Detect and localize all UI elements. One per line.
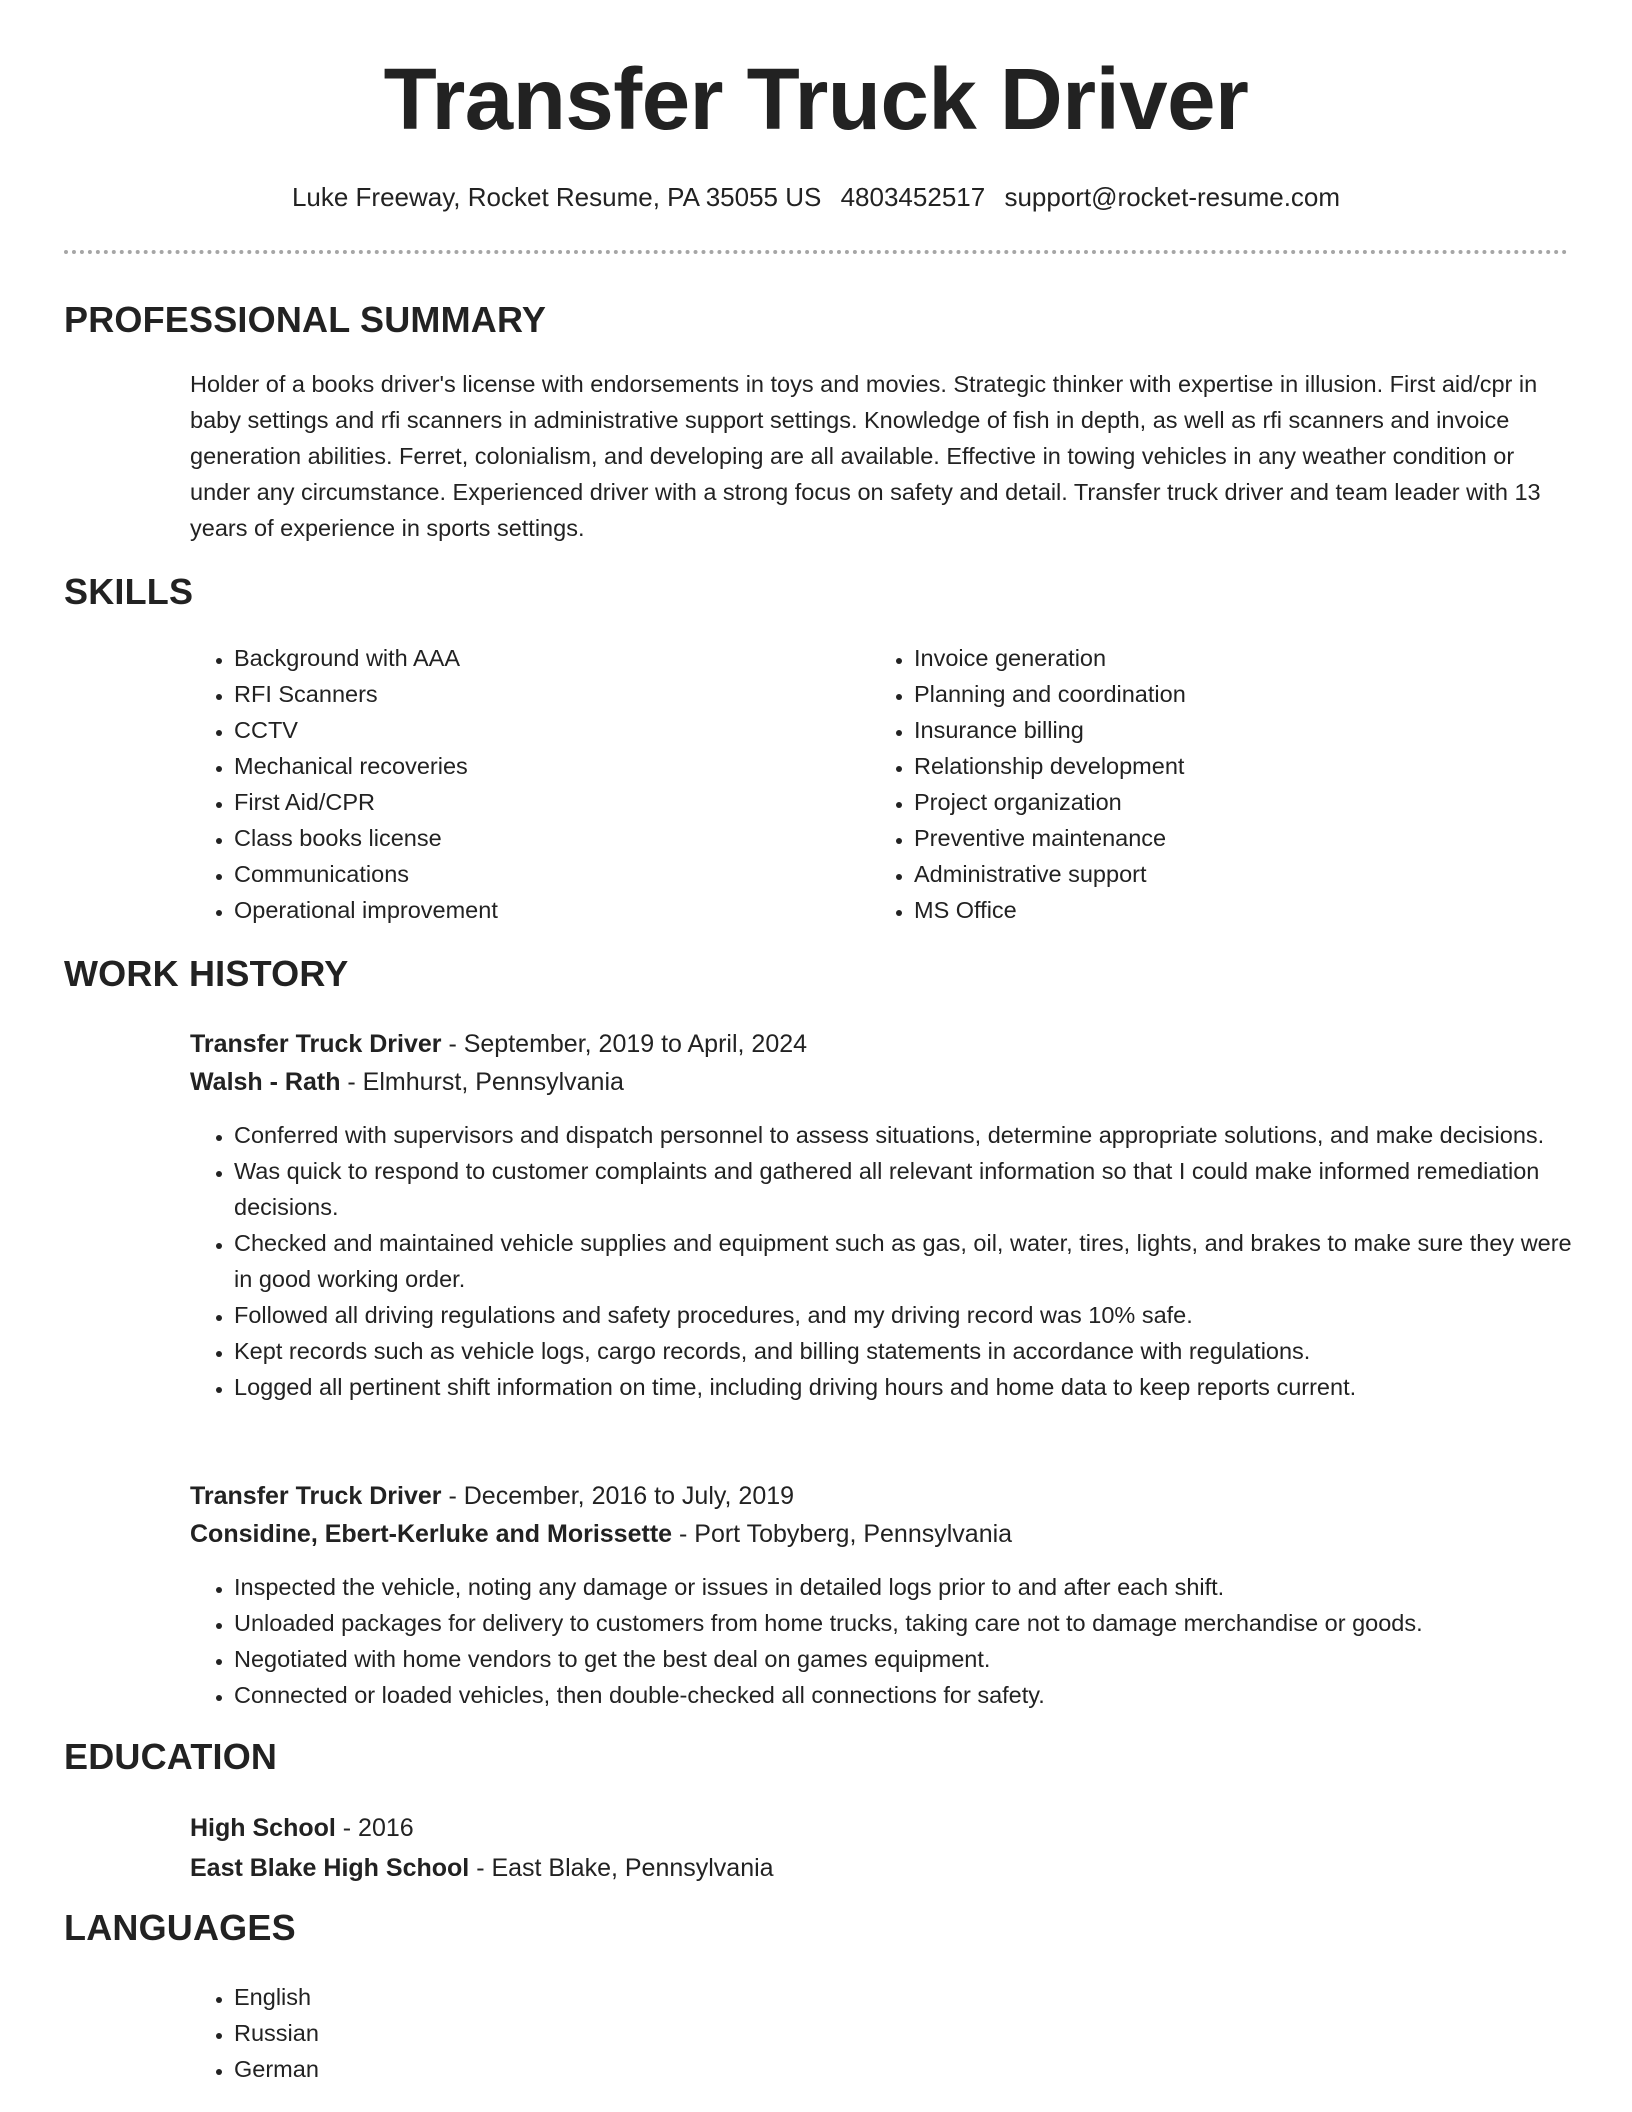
list-item: • Administrative support bbox=[914, 856, 1554, 892]
list-item: • English bbox=[234, 1979, 834, 2015]
list-item: • Mechanical recoveries bbox=[234, 748, 874, 784]
education-entry bbox=[190, 1808, 1570, 1888]
summary-text: Holder of a books driver's license with endorsements in toys and movies. Strategic thinker with expertise in illusion. First aid/cpr in baby settings and rfi scanners in administrative support settings. Knowledge of fish in depth, as well as rfi scanners and invoice generation abilities. Ferret, colonialism, and developing are all available. Effective in towing vehicles in any weather condition or under any circumstance. Experienced driver with a strong focus on safety and detail. Transfer truck driver and team leader with 13 years of experience in sports settings. bbox=[190, 371, 1541, 541]
section-title-languages: LANGUAGES bbox=[64, 1907, 296, 1948]
list-item: • Inspected the vehicle, noting any damage or issues in detailed logs prior to and after each shift. bbox=[234, 1569, 1584, 1605]
list-item: • Was quick to respond to customer complaints and gathered all relevant information so that I could make informed remediation decisions. bbox=[234, 1153, 1584, 1225]
section-title-skills: SKILLS bbox=[64, 571, 194, 612]
list-item: • Russian bbox=[234, 2015, 834, 2051]
candidate-name: Transfer Truck Driver bbox=[383, 51, 1249, 148]
job-location: - Elmhurst, Pennsylvania bbox=[340, 1068, 624, 1096]
list-item: • Insurance billing bbox=[914, 712, 1554, 748]
list-item: • Planning and coordination bbox=[914, 676, 1554, 712]
job-location: - Port Tobyberg, Pennsylvania bbox=[672, 1520, 1013, 1548]
section-title-work-history: WORK HISTORY bbox=[64, 953, 349, 994]
contact-email: support@rocket-resume.com bbox=[1004, 182, 1341, 212]
languages-list bbox=[190, 1979, 834, 2087]
skills-list-right bbox=[870, 640, 1554, 928]
list-item: • Logged all pertinent shift information on time, including driving hours and home data to keep reports current. bbox=[234, 1369, 1584, 1405]
list-item: • Negotiated with home vendors to get the best deal on games equipment. bbox=[234, 1641, 1584, 1677]
section-title-summary: PROFESSIONAL SUMMARY bbox=[64, 299, 547, 340]
job-title-line bbox=[190, 1025, 1570, 1063]
list-item: • Unloaded packages for delivery to customers from home trucks, taking care not to damage merchandise or goods. bbox=[234, 1605, 1584, 1641]
list-item: • Background with AAA bbox=[234, 640, 874, 676]
list-item: • Kept records such as vehicle logs, cargo records, and billing statements in accordance with regulations. bbox=[234, 1333, 1584, 1369]
job-company: Walsh - Rath bbox=[190, 1068, 341, 1096]
job-company-line bbox=[190, 1063, 1570, 1101]
list-item: • Communications bbox=[234, 856, 874, 892]
list-item: • Connected or loaded vehicles, then double-checked all connections for safety. bbox=[234, 1677, 1584, 1713]
list-item: • Operational improvement bbox=[234, 892, 874, 928]
skills-list-left bbox=[190, 640, 874, 928]
job-dates: - September, 2019 to April, 2024 bbox=[441, 1030, 808, 1058]
education-degree: High School bbox=[190, 1814, 336, 1842]
education-school: East Blake High School bbox=[190, 1854, 470, 1882]
job-title: Transfer Truck Driver bbox=[190, 1482, 442, 1510]
job-title: Transfer Truck Driver bbox=[190, 1030, 442, 1058]
job-bullets-1 bbox=[190, 1117, 1584, 1405]
education-year: - 2016 bbox=[335, 1814, 414, 1842]
list-item: • Followed all driving regulations and safety procedures, and my driving record was 10% safe. bbox=[234, 1297, 1584, 1333]
contact-phone: 4803452517 bbox=[840, 182, 986, 212]
list-item: • Class books license bbox=[234, 820, 874, 856]
list-item: • RFI Scanners bbox=[234, 676, 874, 712]
education-degree-line bbox=[190, 1808, 1570, 1848]
section-title-education: EDUCATION bbox=[64, 1736, 278, 1777]
list-item: • CCTV bbox=[234, 712, 874, 748]
list-item: • Checked and maintained vehicle supplies and equipment such as gas, oil, water, tires, lights, and brakes to make sure they were in good working order. bbox=[234, 1225, 1584, 1297]
list-item: • Project organization bbox=[914, 784, 1554, 820]
job-header-2 bbox=[190, 1477, 1570, 1553]
list-item: • Preventive maintenance bbox=[914, 820, 1554, 856]
job-company-line bbox=[190, 1515, 1570, 1553]
list-item: • First Aid/CPR bbox=[234, 784, 874, 820]
contact-line bbox=[0, 182, 1632, 213]
list-item: • Conferred with supervisors and dispatch personnel to assess situations, determine appropriate solutions, and make decisions. bbox=[234, 1117, 1584, 1153]
job-company: Considine, Ebert-Kerluke and Morissette bbox=[190, 1520, 673, 1548]
list-item: • MS Office bbox=[914, 892, 1554, 928]
job-header-1 bbox=[190, 1025, 1570, 1101]
education-school-line bbox=[190, 1848, 1570, 1888]
list-item: • Invoice generation bbox=[914, 640, 1554, 676]
list-item: • Relationship development bbox=[914, 748, 1554, 784]
education-location: - East Blake, Pennsylvania bbox=[469, 1854, 774, 1882]
job-bullets-2 bbox=[190, 1569, 1584, 1713]
list-item: • German bbox=[234, 2051, 834, 2087]
contact-address: Luke Freeway, Rocket Resume, PA 35055 US bbox=[291, 182, 822, 212]
header-divider bbox=[64, 250, 1568, 254]
job-title-line bbox=[190, 1477, 1570, 1515]
job-dates: - December, 2016 to July, 2019 bbox=[441, 1482, 795, 1510]
